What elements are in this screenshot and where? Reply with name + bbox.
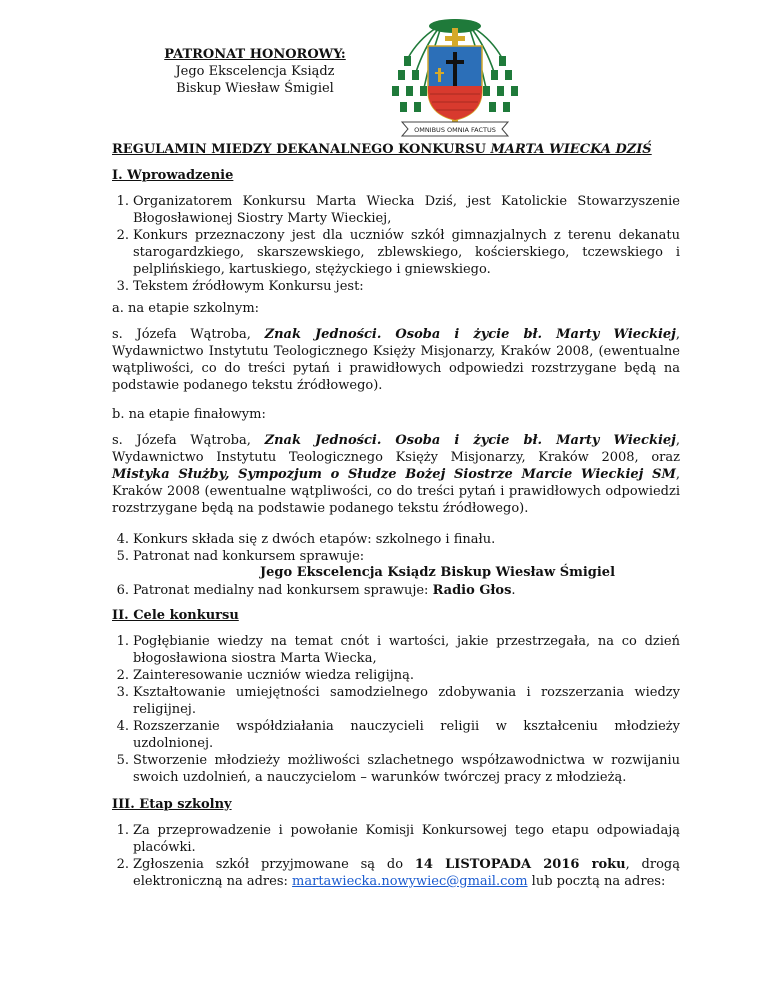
list-item: 5. Patronat nad konkursem sprawuje: bbox=[116, 549, 365, 564]
title-main: REGULAMIN MIEDZY DEKANALNEGO KONKURSU bbox=[112, 142, 486, 157]
list-item: 2. Zainteresowanie uczniów wiedza religijną. bbox=[116, 668, 415, 683]
source-text-school: s. Józefa Wątroba, Znak Jedności. Osoba i życie bł. Marty Wieckiej, Wydawnictwo Instytutu Teologicznego Księży Misjonarzy, Kraków 2008, (ewentualne wątpliwości, co do treści pytań i prawidłowych odpowiedzi rozstrzygane będą na podstawie podanego tekstu źródłowego). bbox=[112, 327, 681, 393]
title-italic: MARTA WIECKA DZIŚ bbox=[490, 142, 652, 157]
stage-final-label: b. na etapie finałowym: bbox=[112, 407, 266, 422]
motto-text: OMNIBUS OMNIA FACTUS bbox=[414, 126, 496, 134]
email-link[interactable]: martawiecka.nowywiec@gmail.com bbox=[292, 874, 528, 889]
page-title bbox=[112, 142, 652, 157]
source-text-final: s. Józefa Wątroba, Znak Jedności. Osoba i życie bł. Marty Wieckiej, Wydawnictwo Instytutu Teologicznego Księży Misjonarzy, Kraków 2008, oraz Mistyka Służby, Sympozjum o Słudze Bożej Siostrze Marcie Wieckiej SM, Kraków 2008 (ewentualne wątpliwości, co do treści pytań i prawidłowych odpowiedzi rozstrzygane będą na podstawie podanego tekstu źródłowego). bbox=[112, 433, 681, 516]
list-item: 5. Stworzenie młodzieży możliwości szlachetnego współzawodnictwa w rozwijaniu swoich uzdolnień, a nauczycielom – warunków twórczej pracy z młodzieżą. bbox=[116, 753, 680, 785]
patronat-line-1: Jego Ekscelencja Ksiądz bbox=[175, 64, 335, 79]
patronat-line-2: Biskup Wiesław Śmigiel bbox=[176, 81, 334, 96]
patronat-header bbox=[150, 46, 360, 97]
stage-school-label: a. na etapie szkolnym: bbox=[112, 301, 260, 316]
bishop-coat-of-arms bbox=[388, 10, 522, 140]
list-item: 2. Zgłoszenia szkół przyjmowane są do 14 LISTOPADA 2016 roku, drogą elektroniczną na adres: martawiecka.nowywiec@gmail.com lub pocztą na adres: bbox=[116, 857, 680, 889]
patronat-title: PATRONAT HONOROWY: bbox=[164, 47, 346, 62]
list-item: 3. Kształtowanie umiejętności samodzielnego zdobywania i rozszerzania wiedzy religijnej. bbox=[116, 685, 680, 717]
patron-name: Jego Ekscelencja Ksiądz Biskup Wiesław Śmigiel bbox=[260, 565, 616, 580]
list-item: 2. Konkurs przeznaczony jest dla uczniów szkół gimnazjalnych z terenu dekanatu starogardzkiego, skarszewskiego, zblewskiego, kościerskiego, tczewskiego i pelplińskiego, kartuskiego, stężyckiego i gniewskiego. bbox=[116, 228, 680, 277]
section-1-heading: I. Wprowadzenie bbox=[112, 168, 234, 183]
list-item: 4. Rozszerzanie współdziałania nauczycieli religii w kształceniu młodzieży uzdolnionej. bbox=[116, 719, 680, 751]
section-3-heading: III. Etap szkolny bbox=[112, 797, 232, 812]
list-item: 4. Konkurs składa się z dwóch etapów: szkolnego i finału. bbox=[116, 532, 496, 547]
list-item: 3. Tekstem źródłowym Konkursu jest: bbox=[116, 279, 364, 294]
list-item: 1. Organizatorem Konkursu Marta Wiecka Dziś, jest Katolickie Stowarzyszenie Błogosławionej Siostry Marty Wieckiej, bbox=[116, 194, 680, 226]
list-item: 1. Pogłębianie wiedzy na temat cnót i wartości, jakie przestrzegała, na co dzień błogosławiona siostra Marta Wiecka, bbox=[116, 634, 680, 666]
section-2-heading: II. Cele konkursu bbox=[112, 608, 239, 623]
list-item: 1. Za przeprowadzenie i powołanie Komisji Konkursowej tego etapu odpowiadają placówki. bbox=[116, 823, 680, 855]
list-item: 6. Patronat medialny nad konkursem sprawuje: Radio Głos. bbox=[116, 583, 516, 598]
coat-of-arms-icon bbox=[388, 10, 522, 140]
